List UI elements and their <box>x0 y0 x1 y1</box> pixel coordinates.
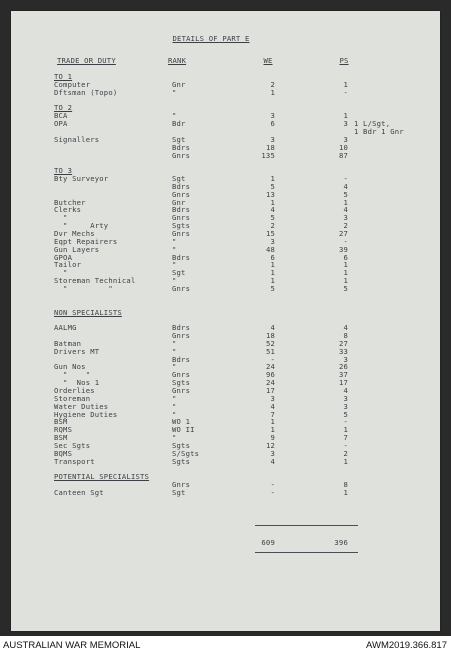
row-trade: Dftsman (Topo) <box>54 87 118 97</box>
row-rank: Sgts <box>172 456 191 466</box>
row-ps: 3 <box>343 119 348 129</box>
row-rank: Bdrs <box>172 142 191 152</box>
row-we: 7 <box>270 409 275 419</box>
row-ps: 1 <box>343 260 348 270</box>
row-rank: Bdr <box>172 119 186 129</box>
row-trade: " Arty <box>54 221 109 231</box>
row-rank: " <box>172 338 177 348</box>
row-ps: - <box>343 87 348 97</box>
row-ps: - <box>343 440 348 450</box>
row-trade: GPOA <box>54 252 73 262</box>
row-note: 1 L/Sgt, <box>354 119 391 129</box>
row-rank: Gnrs <box>172 480 191 490</box>
row-ps: 1 <box>343 111 348 121</box>
row-ps: 10 <box>338 142 348 152</box>
footer-bar <box>0 636 451 653</box>
row-rank: " <box>172 87 177 97</box>
row-we: 1 <box>270 197 275 207</box>
row-rank: Gnrs <box>172 150 191 160</box>
row-rank: " <box>172 433 177 443</box>
row-trade: OPA <box>54 119 68 129</box>
row-trade: BQMS <box>54 448 73 458</box>
row-trade: " <box>54 213 68 223</box>
row-we: 9 <box>270 433 275 443</box>
row-ps: 33 <box>338 346 348 356</box>
row-we: 13 <box>265 189 275 199</box>
row-trade: Clerks <box>54 205 82 215</box>
row-ps: - <box>343 236 348 246</box>
total-rule-top <box>255 525 358 526</box>
row-we: 17 <box>265 386 275 395</box>
row-we: 24 <box>265 362 275 372</box>
row-ps: 37 <box>338 370 348 380</box>
header-trade: TRADE OR DUTY <box>57 56 116 65</box>
row-rank: " <box>172 346 177 356</box>
row-trade: Hygiene Duties <box>54 409 118 419</box>
row-ps: 3 <box>343 401 348 411</box>
row-rank: Gnr <box>172 197 186 207</box>
row-rank: Sgts <box>172 440 191 450</box>
footer-source: AUSTRALIAN WAR MEMORIAL <box>3 640 141 651</box>
row-we: 4 <box>270 456 275 466</box>
row-rank: Gnrs <box>172 283 191 293</box>
row-ps: 5 <box>343 189 348 199</box>
row-trade: Orderlies <box>54 386 95 395</box>
row-trade: BCA <box>54 111 68 121</box>
row-ps: 8 <box>343 480 348 490</box>
row-trade: Sec Sgts <box>54 440 91 450</box>
row-trade: Canteen Sgt <box>54 488 104 498</box>
row-ps: 3 <box>343 134 348 144</box>
row-rank: Gnr <box>172 79 186 89</box>
row-we: 3 <box>270 134 275 144</box>
row-we: 1 <box>270 276 275 286</box>
row-ps: - <box>343 174 348 184</box>
row-we: 1 <box>270 417 275 427</box>
row-ps: 4 <box>343 205 348 215</box>
row-we: 5 <box>270 181 275 191</box>
row-we: 6 <box>270 252 275 262</box>
row-ps: 1 <box>343 268 348 278</box>
document-page <box>11 11 440 631</box>
row-we: 1 <box>270 87 275 97</box>
row-ps: 17 <box>338 378 348 388</box>
row-we: 2 <box>270 221 275 231</box>
row-rank: WO 1 <box>172 417 191 427</box>
row-we: 2 <box>270 79 275 89</box>
row-ps: 4 <box>343 323 348 333</box>
row-rank: Sgt <box>172 174 186 184</box>
row-ps: 5 <box>343 283 348 293</box>
row-ps: 26 <box>338 362 348 372</box>
row-rank: " <box>172 236 177 246</box>
row-we: 51 <box>265 346 275 356</box>
row-rank: Sgts <box>172 221 191 231</box>
row-rank: Bdrs <box>172 354 191 364</box>
row-we: - <box>270 354 275 364</box>
row-we: 5 <box>270 283 275 293</box>
row-trade: BSM <box>54 417 68 427</box>
row-we: 1 <box>270 425 275 435</box>
row-trade: " " <box>54 370 91 380</box>
row-rank: Gnrs <box>172 386 191 395</box>
header-ps: PS <box>339 56 349 65</box>
row-rank: " <box>172 244 177 254</box>
row-ps: 1 <box>343 276 348 286</box>
row-trade: Signallers <box>54 134 100 144</box>
row-we: - <box>270 488 275 498</box>
row-rank: " <box>172 393 177 403</box>
row-ps: 1 <box>343 425 348 435</box>
row-we: 6 <box>270 119 275 129</box>
row-we: 5 <box>270 213 275 223</box>
row-ps: 2 <box>343 448 348 458</box>
row-ps: 1 <box>343 488 348 498</box>
row-we: 96 <box>265 370 275 380</box>
row-ps: 39 <box>338 244 348 254</box>
section-heading: TO 2 <box>54 103 73 113</box>
row-trade: Tailor <box>54 260 82 270</box>
row-trade: Batman <box>54 338 82 348</box>
header-rank: RANK <box>168 56 187 65</box>
row-trade: Eqpt Repairers <box>54 236 118 246</box>
row-rank: " <box>172 362 177 372</box>
footer-accession: AWM2019.366.817 <box>366 640 447 651</box>
row-we: 1 <box>270 268 275 278</box>
row-trade: Water Duties <box>54 401 109 411</box>
row-rank: Gnrs <box>172 213 191 223</box>
row-trade: " " <box>54 283 113 293</box>
row-we: 24 <box>265 378 275 388</box>
row-we: 52 <box>265 338 275 348</box>
row-we: 1 <box>270 260 275 270</box>
row-ps: 6 <box>343 252 348 262</box>
section-heading: NON SPECIALISTS <box>54 307 122 317</box>
row-ps: 3 <box>343 393 348 403</box>
row-trade: Transport <box>54 456 95 466</box>
row-trade: Computer <box>54 79 91 89</box>
row-we: 135 <box>261 150 275 160</box>
row-rank: Gnrs <box>172 331 191 341</box>
row-trade: BSM <box>54 433 68 443</box>
row-rank: S/Sgts <box>172 448 200 458</box>
row-ps: 7 <box>343 433 348 443</box>
section-heading: TO 3 <box>54 166 73 176</box>
row-rank: Bdrs <box>172 323 191 333</box>
row-rank: Sgt <box>172 488 186 498</box>
row-ps: 2 <box>343 221 348 231</box>
row-trade: " <box>54 268 68 278</box>
row-trade: RQMS <box>54 425 73 435</box>
row-we: 3 <box>270 111 275 121</box>
row-rank: " <box>172 409 177 419</box>
row-we: 12 <box>265 440 275 450</box>
row-ps: 27 <box>338 338 348 348</box>
row-we: 4 <box>270 205 275 215</box>
row-ps: 5 <box>343 409 348 419</box>
row-rank: " <box>172 260 177 270</box>
section-heading: TO 1 <box>54 72 73 81</box>
row-trade: Drivers MT <box>54 346 100 356</box>
row-we: 1 <box>270 174 275 184</box>
row-rank: WO II <box>172 425 195 435</box>
row-we: 4 <box>270 401 275 411</box>
row-rank: Bdrs <box>172 181 191 191</box>
row-ps: 8 <box>343 331 348 341</box>
row-rank: Gnrs <box>172 370 191 380</box>
row-rank: " <box>172 276 177 286</box>
row-ps: 4 <box>343 386 348 395</box>
row-rank: " <box>172 401 177 411</box>
row-trade: Bty Surveyor <box>54 174 109 184</box>
row-we: 3 <box>270 448 275 458</box>
row-rank: Sgt <box>172 134 186 144</box>
row-we: 3 <box>270 236 275 246</box>
row-trade: AALMG <box>54 323 77 333</box>
row-note: 1 Bdr 1 Gnr <box>354 126 404 136</box>
section-heading: POTENTIAL SPECIALISTS <box>54 472 150 482</box>
row-ps: 4 <box>343 181 348 191</box>
row-ps: 1 <box>343 197 348 207</box>
row-trade: Gun Nos <box>54 362 86 372</box>
row-ps: 3 <box>343 354 348 364</box>
row-trade: Butcher <box>54 197 86 207</box>
row-rank: " <box>172 111 177 121</box>
row-we: - <box>270 480 275 490</box>
row-trade: Dvr Mechs <box>54 229 95 238</box>
row-ps: 1 <box>343 456 348 466</box>
row-ps: 1 <box>343 79 348 89</box>
row-rank: Sgts <box>172 378 191 388</box>
row-we: 18 <box>265 142 275 152</box>
row-trade: Storeman Technical <box>54 276 136 286</box>
row-we: 15 <box>265 229 275 238</box>
header-we: WE <box>263 56 273 65</box>
row-ps: 87 <box>338 150 348 160</box>
row-we: 4 <box>270 323 275 333</box>
row-rank: Bdrs <box>172 205 191 215</box>
row-trade: Gun Layers <box>54 244 100 254</box>
total-we: 609 <box>261 538 275 547</box>
row-rank: Bdrs <box>172 252 191 262</box>
row-rank: Gnrs <box>172 229 191 238</box>
row-rank: Sgt <box>172 268 186 278</box>
row-we: 3 <box>270 393 275 403</box>
row-we: 18 <box>265 331 275 341</box>
total-rule-bottom <box>255 552 358 553</box>
total-ps: 396 <box>334 538 348 547</box>
row-trade: " Nos 1 <box>54 378 100 388</box>
document-title: DETAILS OF PART E <box>172 34 250 43</box>
row-rank: Gnrs <box>172 189 191 199</box>
row-we: 48 <box>265 244 275 254</box>
row-ps: - <box>343 417 348 427</box>
row-trade: Storeman <box>54 393 91 403</box>
row-ps: 3 <box>343 213 348 223</box>
row-ps: 27 <box>338 229 348 238</box>
